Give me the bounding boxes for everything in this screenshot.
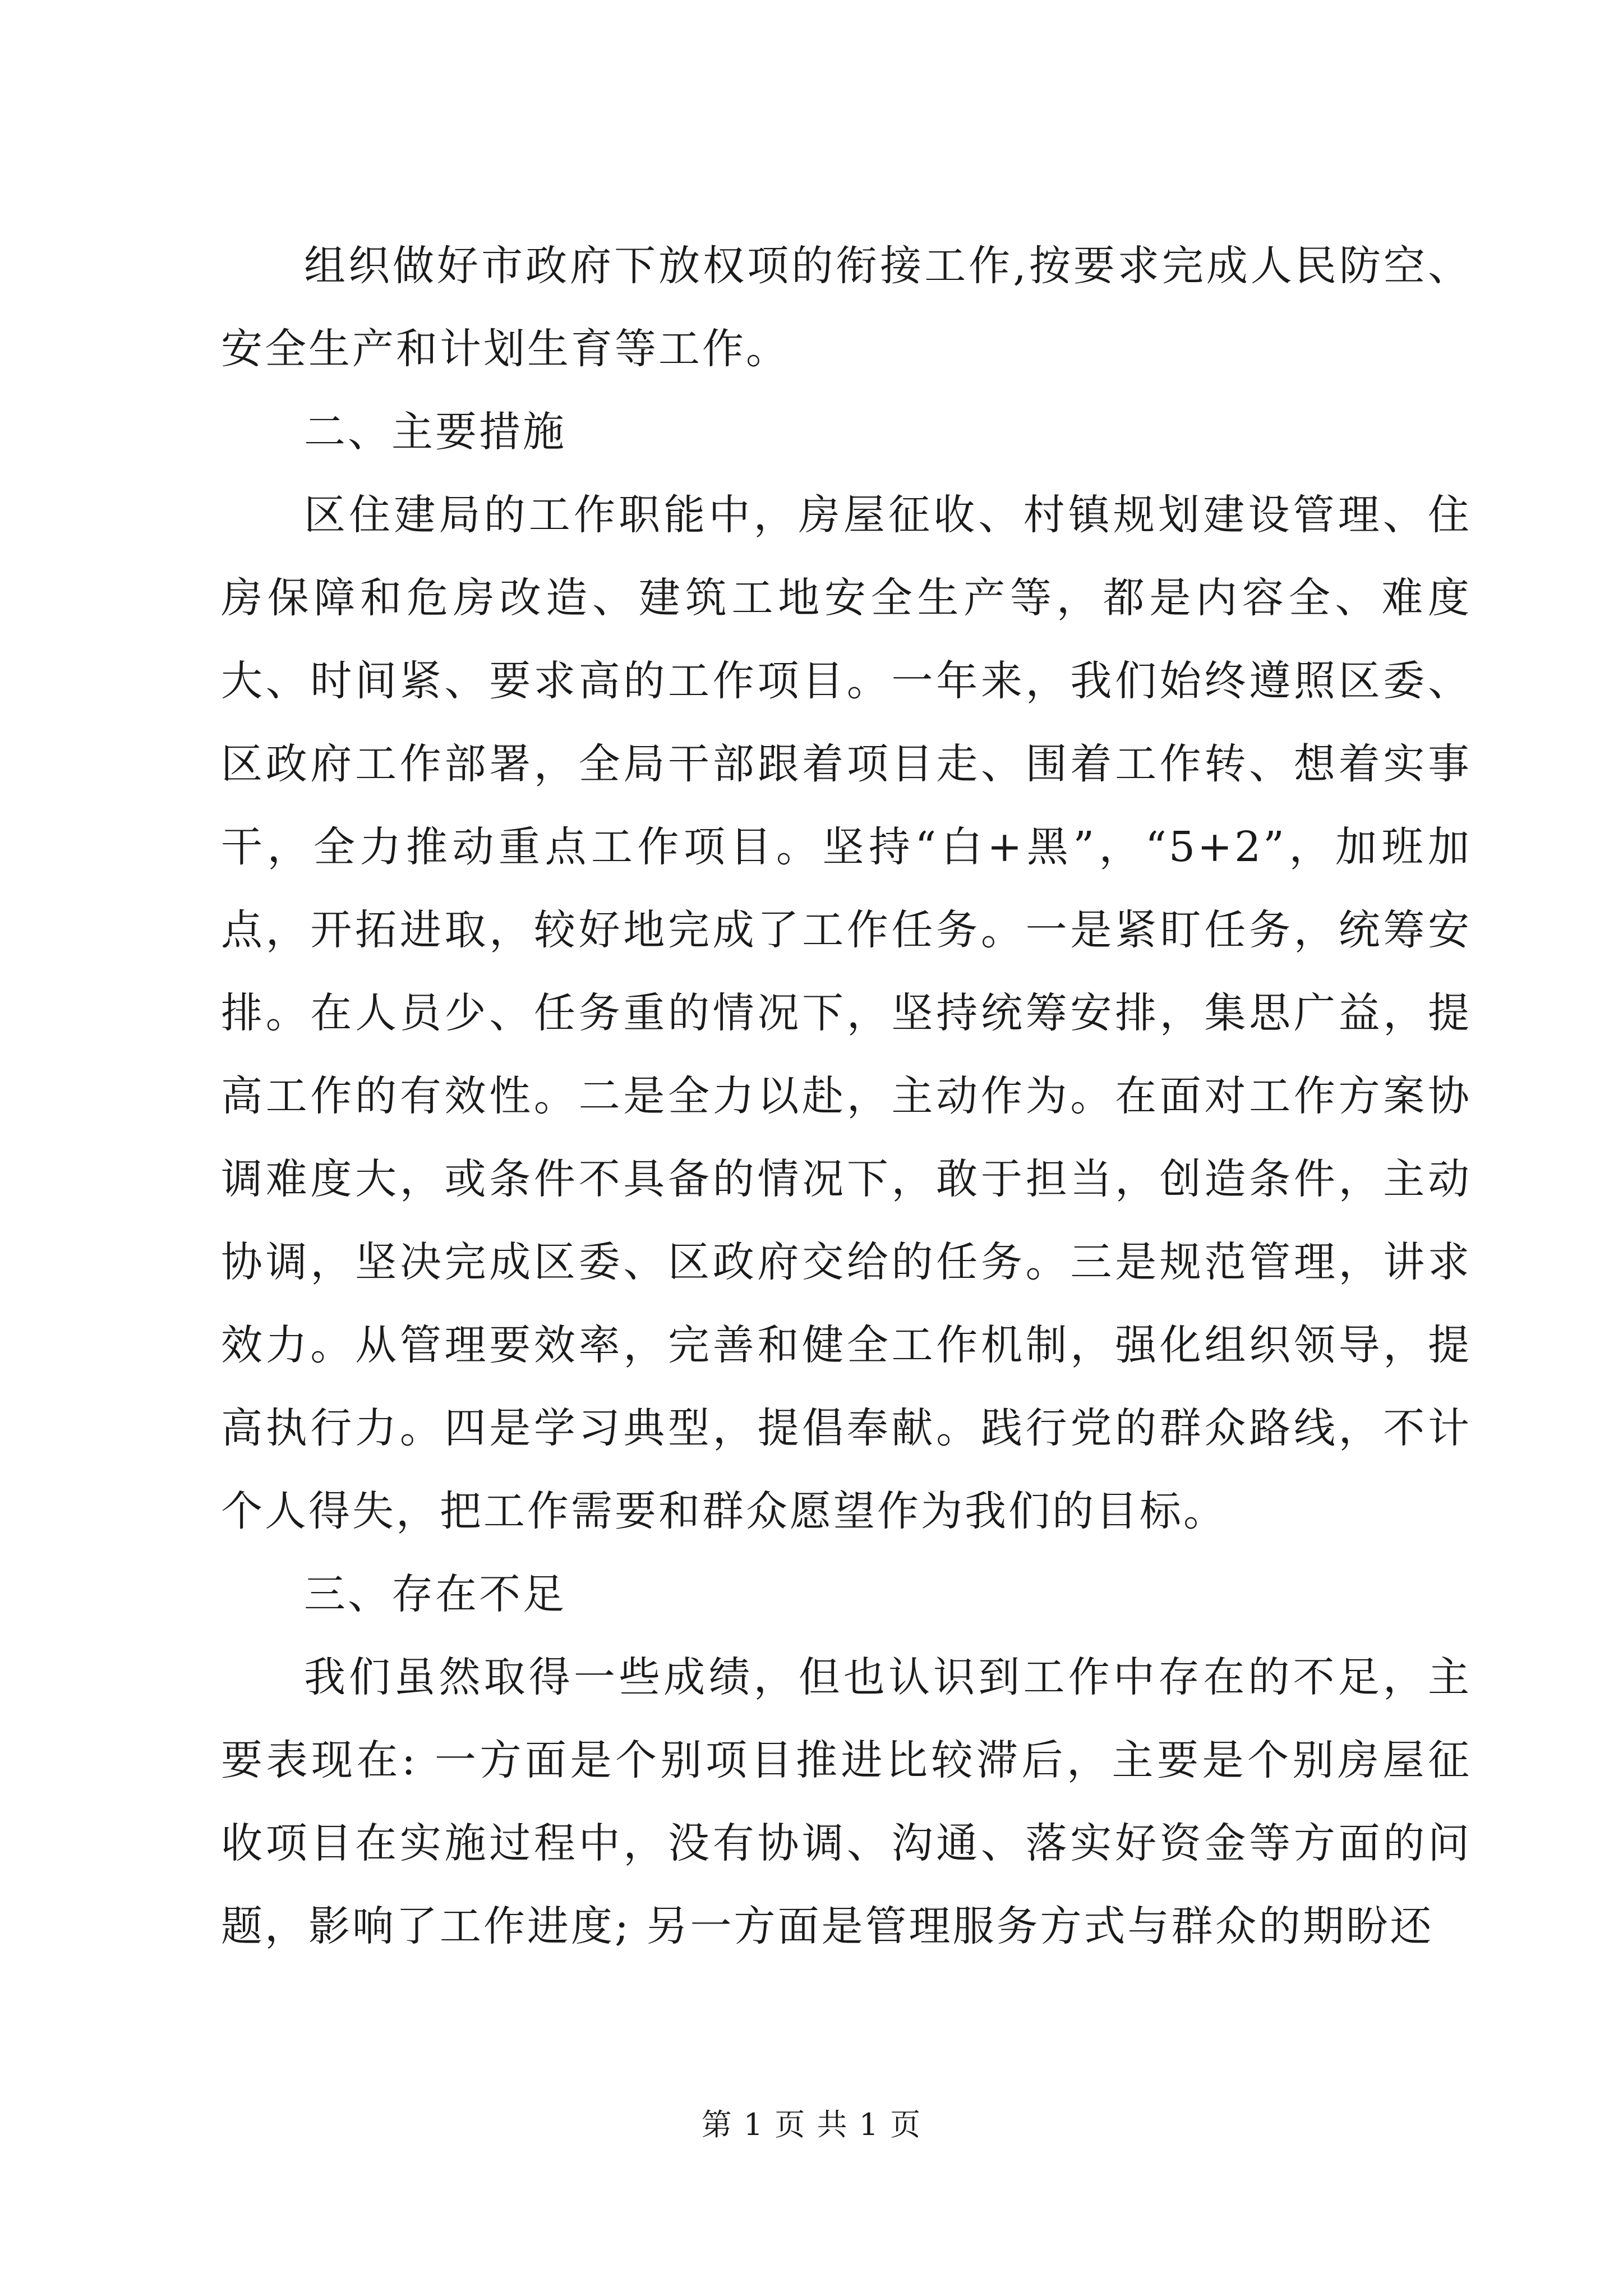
paragraph-intro: 组织做好市政府下放权项的衔接工作,按要求完成人民防空、安全生产和计划生育等工作。 xyxy=(221,242,1472,373)
document-body xyxy=(221,224,1472,1968)
section-heading-shortcomings: 三、存在不足 xyxy=(304,1570,566,1618)
paragraph-measures: 区住建局的工作职能中，房屋征收、村镇规划建设管理、住房保障和危房改造、建筑工地安全生产等，都是内容全、难度大、时间紧、要求高的工作项目。一年来，我们始终遵照区委、区政府工作部署，全局干部跟着项目走、围着工作转、想着实事干，全力推动重点工作项目。坚持“白+黑”，“5+2”，加班加点，开拓进取，较好地完成了工作任务。一是紧盯任务，统筹安排。在人员少、任务重的情况下，坚持统筹安排，集思广益，提高工作的有效性。二是全力以赴，主动作为。在面对工作方案协调难度大，或条件不具备的情况下，敢于担当，创造条件，主动协调，坚决完成区委、区政府交给的任务。三是规范管理，讲求效力。从管理要效率，完善和健全工作机制，强化组织领导，提高执行力。四是学习典型，提倡奉献。践行党的群众路线，不计个人得失，把工作需要和群众愿望作为我们的目标。 xyxy=(221,491,1472,1535)
section-heading-measures: 二、主要措施 xyxy=(304,408,566,456)
paragraph-shortcomings: 我们虽然取得一些成绩，但也认识到工作中存在的不足，主要表现在: 一方面是个别项目推进比较滞后，主要是个别房屋征收项目在实施过程中，没有协调、沟通、落实好资金等方面的问题，影响了工作进度; 另一方面是管理服务方式与群众的期盼还 xyxy=(221,1653,1472,1950)
page-footer: 第 1 页 共 1 页 xyxy=(701,2107,922,2142)
